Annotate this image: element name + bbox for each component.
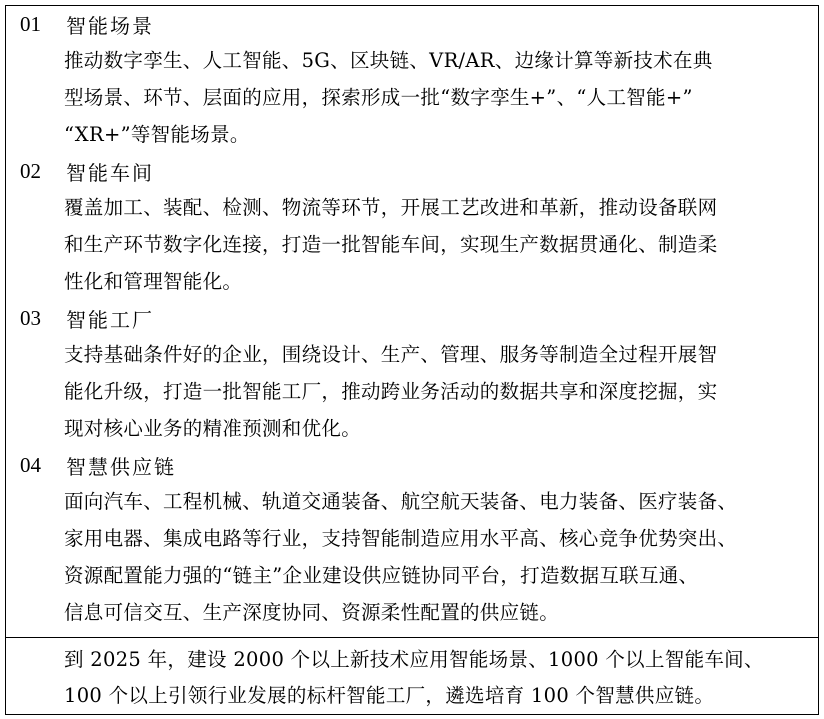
section-body: [64, 189, 806, 300]
section-title: 智能工厂: [66, 307, 154, 332]
body-line: “XR+”等智能场景。: [64, 123, 250, 146]
section-body: [64, 42, 806, 153]
section-smart-workshop: [6, 153, 818, 300]
body-line: 性化和管理智能化。: [64, 270, 243, 293]
body-line: 支持基础条件好的企业，围绕设计、生产、管理、服务等制造全过程开展智: [64, 343, 718, 366]
document-table: [5, 5, 819, 715]
body-line: 资源配置能力强的“链主”企业建设供应链协同平台，打造数据互联互通、: [64, 564, 699, 587]
section-body: [64, 483, 806, 631]
body-line: 型场景、环节、层面的应用，探索形成一批“数字孪生+”、“人工智能+”: [64, 86, 693, 109]
section-number: 04: [20, 452, 41, 477]
body-line: 家用电器、集成电路等行业，支持智能制造应用水平高、核心竞争优势突出、: [64, 527, 738, 550]
section-title: 智能车间: [66, 160, 154, 185]
section-smart-scenes: [6, 6, 818, 153]
section-heading: [6, 300, 818, 336]
section-heading: [6, 447, 818, 483]
section-title: 智慧供应链: [66, 454, 176, 479]
body-line: 推动数字孪生、人工智能、5G、区块链、VR/AR、边缘计算等新技术在典: [64, 49, 713, 72]
body-line: 信息可信交互、生产深度协同、资源柔性配置的供应链。: [64, 601, 560, 624]
section-body: [64, 336, 806, 447]
section-number: 01: [20, 11, 41, 36]
section-title: 智能场景: [66, 13, 154, 38]
body-line: 面向汽车、工程机械、轨道交通装备、航空航天装备、电力装备、医疗装备、: [64, 490, 738, 513]
summary-cell: [64, 642, 764, 714]
section-smart-factory: [6, 300, 818, 447]
section-number: 03: [20, 305, 41, 330]
section-number: 02: [20, 158, 41, 183]
section-heading: [6, 6, 818, 42]
body-line: 覆盖加工、装配、检测、物流等环节，开展工艺改进和革新，推动设备联网: [64, 196, 718, 219]
section-smart-supply-chain: [6, 447, 818, 631]
summary-line: 到 2025 年，建设 2000 个以上新技术应用智能场景、1000 个以上智能车间、: [64, 648, 764, 671]
body-line: 现对核心业务的精准预测和优化。: [64, 417, 362, 440]
table-row-divider: [6, 637, 818, 638]
summary-line: 100 个以上引领行业发展的标杆智能工厂，遴选培育 100 个智慧供应链。: [64, 684, 715, 707]
body-line: 能化升级，打造一批智能工厂，推动跨业务活动的数据共享和深度挖掘，实: [64, 380, 718, 403]
section-heading: [6, 153, 818, 189]
body-line: 和生产环节数字化连接，打造一批智能车间，实现生产数据贯通化、制造柔: [64, 233, 718, 256]
sections-cell: [6, 6, 818, 637]
